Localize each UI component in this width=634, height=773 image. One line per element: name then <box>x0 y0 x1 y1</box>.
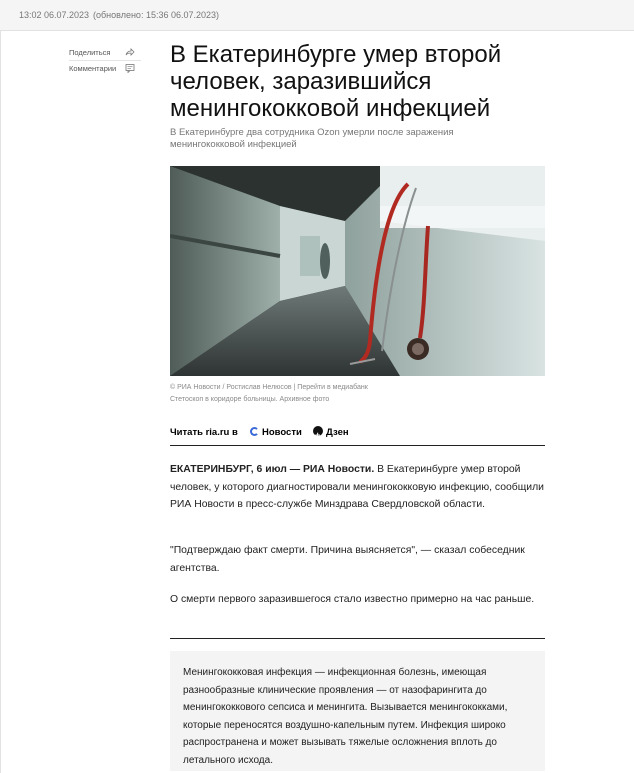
article-title: В Екатеринбурге умер второй человек, заразившийся менингококковой инфекцией <box>170 41 502 122</box>
novosti-label: Новости <box>262 427 302 438</box>
photo-caption <box>170 382 545 406</box>
article-paragraph-1 <box>170 461 548 514</box>
share-label: Поделиться <box>69 48 111 57</box>
publish-date: 13:02 06.07.2023 <box>19 10 90 20</box>
comments-label: Комментарии <box>69 64 117 73</box>
read-on-bar <box>170 420 545 446</box>
article-sheet <box>0 30 634 773</box>
article-paragraph-3: О смерти первого заразившегося стало известно примерно на час раньше. <box>170 594 535 605</box>
article-photo[interactable] <box>170 166 545 376</box>
article-meta-bar <box>0 0 634 30</box>
share-button[interactable] <box>69 45 141 61</box>
info-box-text: Менингококковая инфекция — инфекционная болезнь, имеющая разнообразные клинические проявления — от назофарингита до менингококкового сепсиса и менингита. Вызывается менингококками, которые переносятся воздушно-капельным путем. Инфекция широко распространена и может вызывать тяжелые осложнения вплоть до летального исхода. <box>183 667 508 766</box>
read-on-label: Читать ria.ru в <box>170 427 238 438</box>
comment-icon <box>125 63 135 73</box>
dzen-link[interactable] <box>313 420 349 445</box>
hospital-corridor-image <box>170 166 545 376</box>
photo-credit: © РИА Новости / Ростислав Нелюсов | Перейти в медиабанк <box>170 384 368 391</box>
info-box-panel <box>170 651 545 771</box>
dzen-label: Дзен <box>326 427 349 438</box>
dateline: ЕКАТЕРИНБУРГ, 6 июл — РИА Новости. <box>170 464 375 475</box>
comments-button[interactable] <box>69 61 141 76</box>
photo-description: Стетоскоп в коридоре больницы. Архивное фото <box>170 396 330 403</box>
novosti-link[interactable] <box>250 420 302 445</box>
novosti-icon <box>250 427 259 436</box>
share-arrow-icon <box>125 47 135 57</box>
paragraph-1-text: В Екатеринбурге умер второй человек, у которого диагностировали менингококковую инфекцию, сообщили РИА Новости в пресс-службе Минздрава Свердловской области. <box>170 464 544 510</box>
article-subtitle: В Екатеринбурге два сотрудника Ozon умерли после заражения менингококковой инфекцией <box>170 127 454 150</box>
article-paragraph-2: "Подтверждаю факт смерти. Причина выясняется", — сказал собеседник агентства. <box>170 545 525 574</box>
info-box <box>170 638 545 771</box>
updated-date: (обновлено: 15:36 06.07.2023) <box>93 10 220 20</box>
dzen-icon <box>313 426 323 436</box>
share-panel <box>69 45 141 77</box>
